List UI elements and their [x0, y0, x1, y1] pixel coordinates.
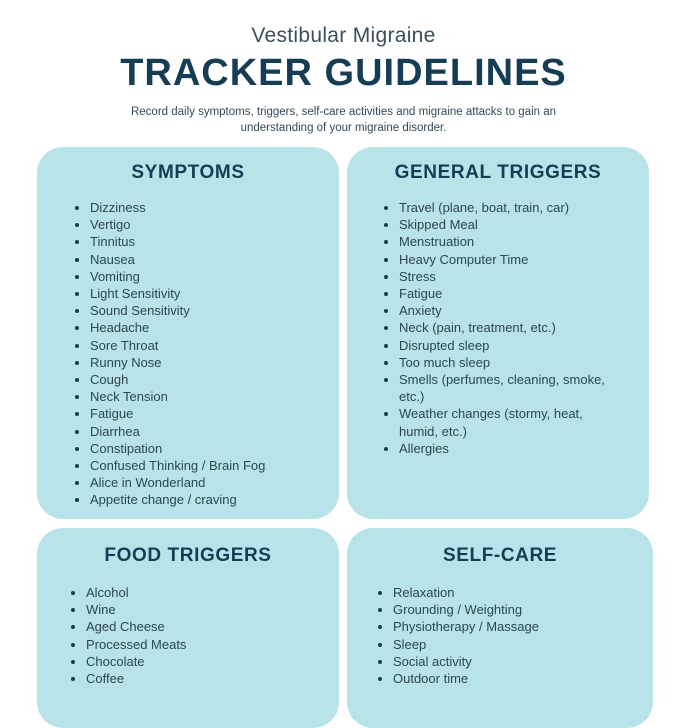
list-item: Cough — [75, 371, 339, 388]
list-item: Social activity — [378, 653, 653, 670]
food-triggers-card-title: FOOD TRIGGERS — [104, 545, 272, 566]
self-care-list — [378, 584, 653, 687]
list-item: Heavy Computer Time — [384, 251, 609, 268]
list-item: Physiotherapy / Massage — [378, 618, 653, 635]
list-item: Neck (pain, treatment, etc.) — [384, 319, 609, 336]
list-item: Neck Tension — [75, 388, 339, 405]
list-item: Alcohol — [71, 584, 339, 601]
list-item: Sleep — [378, 636, 653, 653]
list-item: Disrupted sleep — [384, 337, 609, 354]
general-triggers-card — [347, 147, 649, 519]
intro-text: Record daily symptoms, triggers, self-care activities and migraine attacks to gain an understanding of your migraine disorder. — [130, 106, 557, 134]
food-triggers-list — [71, 584, 339, 687]
list-item: Alice in Wonderland — [75, 474, 339, 491]
list-item: Travel (plane, boat, train, car) — [384, 199, 609, 216]
list-item: Confused Thinking / Brain Fog — [75, 457, 339, 474]
list-item: Vomiting — [75, 268, 339, 285]
list-item: Grounding / Weighting — [378, 601, 653, 618]
list-item: Relaxation — [378, 584, 653, 601]
list-item: Smells (perfumes, cleaning, smoke, etc.) — [384, 371, 609, 405]
list-item: Processed Meats — [71, 636, 339, 653]
symptoms-card-title: SYMPTOMS — [131, 162, 245, 183]
list-item: Coffee — [71, 670, 339, 687]
symptoms-card — [37, 147, 339, 519]
list-item: Sore Throat — [75, 337, 339, 354]
list-item: Allergies — [384, 440, 609, 457]
list-item: Headache — [75, 319, 339, 336]
list-item: Diarrhea — [75, 423, 339, 440]
list-item: Outdoor time — [378, 670, 653, 687]
self-care-card — [347, 528, 653, 728]
general-triggers-list — [384, 199, 649, 457]
list-item: Fatigue — [75, 405, 339, 422]
symptoms-list — [75, 199, 339, 509]
document-subtitle: Vestibular Migraine — [251, 24, 436, 47]
list-item: Weather changes (stormy, heat, humid, etc.) — [384, 405, 609, 439]
list-item: Wine — [71, 601, 339, 618]
general-triggers-card-title: GENERAL TRIGGERS — [394, 162, 602, 183]
list-item: Sound Sensitivity — [75, 302, 339, 319]
list-item: Stress — [384, 268, 609, 285]
list-item: Skipped Meal — [384, 216, 609, 233]
list-item: Constipation — [75, 440, 339, 457]
food-triggers-card — [37, 528, 339, 728]
list-item: Menstruation — [384, 233, 609, 250]
list-item: Too much sleep — [384, 354, 609, 371]
list-item: Aged Cheese — [71, 618, 339, 635]
list-item: Tinnitus — [75, 233, 339, 250]
list-item: Nausea — [75, 251, 339, 268]
self-care-card-title: SELF-CARE — [442, 545, 558, 566]
list-item: Runny Nose — [75, 354, 339, 371]
document-title: TRACKER GUIDELINES — [120, 52, 567, 94]
list-item: Chocolate — [71, 653, 339, 670]
list-item: Anxiety — [384, 302, 609, 319]
list-item: Appetite change / craving — [75, 491, 339, 508]
list-item: Vertigo — [75, 216, 339, 233]
list-item: Dizziness — [75, 199, 339, 216]
list-item: Light Sensitivity — [75, 285, 339, 302]
list-item: Fatigue — [384, 285, 609, 302]
